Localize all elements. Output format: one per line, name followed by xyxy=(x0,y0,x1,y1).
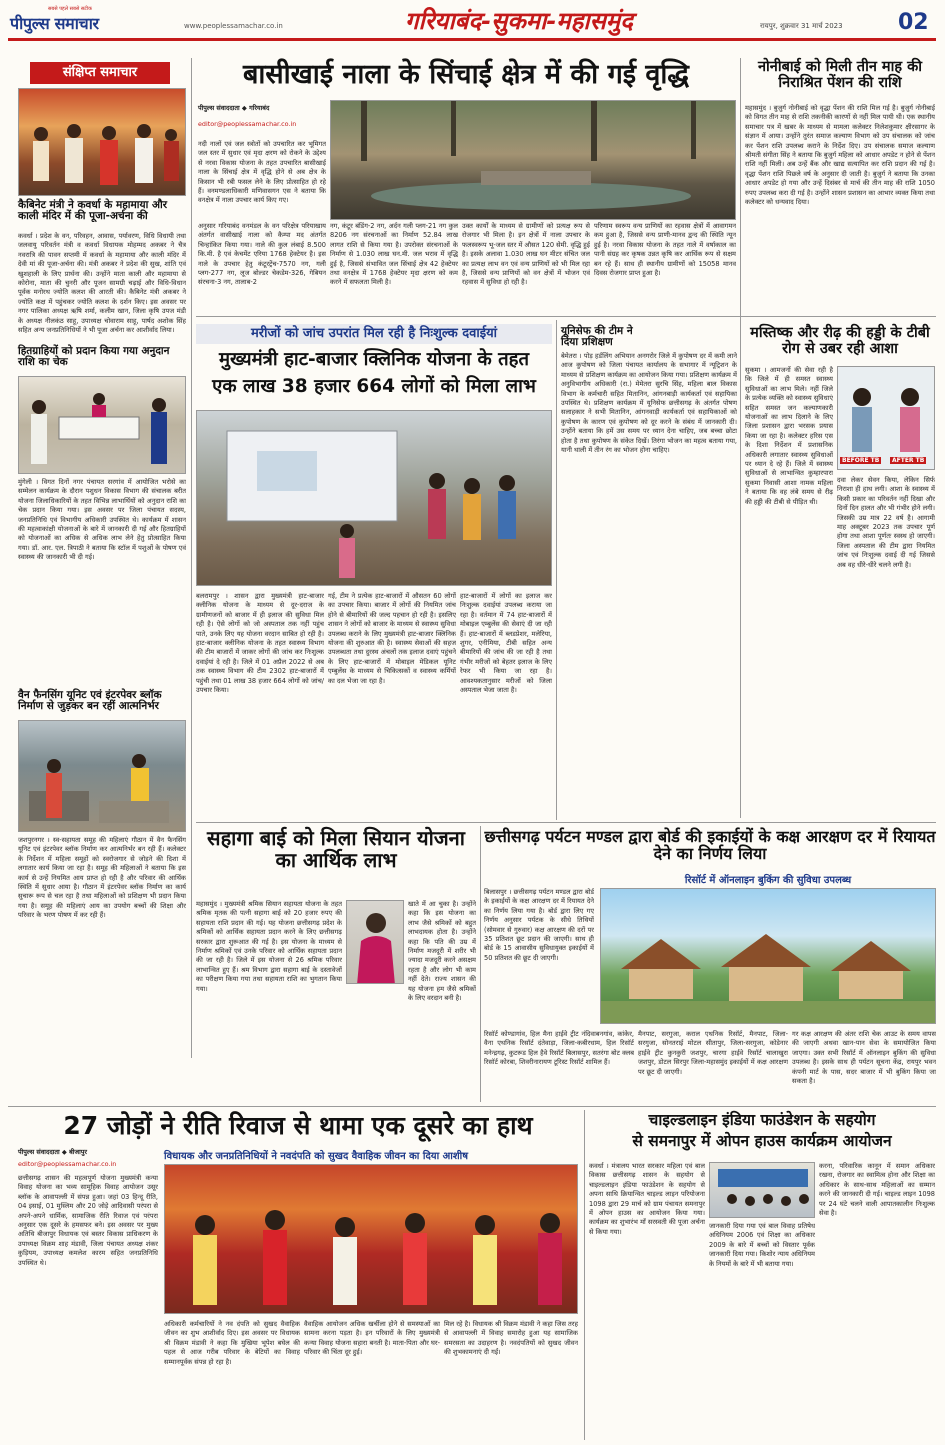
divider-left xyxy=(191,58,192,1058)
childline-body-3: करना, परिवारिक कानून में समान अधिकार रखना, रोजगार का स्वामित्व होना और शिक्षा का अधिकार के साथ-साथ महिलाओं का सम्मान करने की जानकारी दी गई। चाइल्ड लाइन 1098 पर 24 घंटे चलने वाली आपातकालीन निःशुल्क सेवा है। xyxy=(819,1162,935,1218)
stream-photo-trees xyxy=(331,101,736,220)
irrigation-headline: बासीखाई नाला के सिंचाई क्षेत्र में की गई वृद्धि xyxy=(242,59,690,90)
pension-headline: नोनीबाई को मिली तीन माह की निराश्रित पेंशन की राशि xyxy=(758,59,922,91)
pension-body: महासमुंद । बुजुर्ग नोनीबाई को वृद्धा पेंशन की राशि मिल गई है। बुजुर्ग नोनीबाई को विगत तीन माह से राशि तकनीकी कारणों से नहीं मिल पायी थी। एक स्थानीय समाचार पत्र में खबर के माध्यम से मामला कलेक्टर निलेशकुमार क्षीरसागर के संज्ञान में आया। उन्होंने तुरंत समाज कल्याण विभाग को उप संचालक को जांच कर पेंशन राशि उपलब्ध कराने के निर्देश दिए। उप संचालक समाज कल्याण श्रीमती संगीता सिंह ने बताया कि बुजुर्ग महिला को आधार अपडेट न होने से पेंशन राशि नहीं मिली। अब उन्हें बैंक और खाद्य सत्यापित कर राशि प्रदान की गई है। वृद्धा पेंशन राशि पिछले वर्ष के अनुसार दी जाती है। बुजुर्ग ने बताया कि उनका आधार अपडेट हो गया और उन्हें दिसंबर से मार्च की तीन माह की राशि 1050 रुपए उपलब्ध करा दी गई है। उन्होंने शासन प्रशासन का आभार व्यक्त किया तथा कलेक्टर को धन्यवाद दिया। xyxy=(745,104,935,207)
unicef-headline: यूनिसेफ की टीम ने दिया प्रशिक्षण xyxy=(561,325,633,349)
tourism-headline: छत्तीसगढ़ पर्यटन मण्डल द्वारा बोर्ड की इकाईयों के कक्ष आरक्षण दर में रियायत देने का निर्णय लिया xyxy=(484,827,936,864)
brief-section-title: संक्षिप्त समाचार xyxy=(30,62,170,84)
wedding-headline: 27 जोड़ों ने रीति रिवाज से थामा एक दूसरे का हाथ xyxy=(63,1111,533,1140)
irrigation-byline: पीपुल्स संवाददाता ◆ गरियाबंद xyxy=(198,104,270,112)
irrigation-body-4: उक्त कार्यों के माध्यम से ग्रामीणों को प्रत्यक्ष रूप से रोजगार भी मिला है। इन क्षेत्रों में नाला उपचार के फलस्वरूप भू-जल स्तर में औसत 120 सेमी. वृद्धि हुई है। इसके अलावा 1.030 लाख घन मीटर संचित जल का प्रत्यक्ष लाभ वन एवं वन्य प्राणियों को भी मिल रहा है, जिससे वन्य प्राणियों को वन क्षेत्रों में भोजन एवं रहवास में सुविधा हो रही है। xyxy=(462,222,590,287)
tourism-body-3: मैनपाट, सरगुजा, कराल एथनिक रिसॉर्ट, मैनपाट, जिला-सरगुजा, सोनतराई मोटल सीतापुर, जिला-सरगुजा, कोडेनार हाईवे ट्रीट कुनकुरी जशपुर, चारगा हाईवे रिसॉर्ट चालाखुरा जशपुर, डोटल सिरपुर जिला-महासमुंद इकाईयों में कक्ष आरक्षण पर छूट दी जाएगी। xyxy=(638,1030,788,1076)
brief3-body: जशपुरनगर । स्व-सहायता समूह की महिलाएं गौठान में वैन फैनसिंग यूनिट एवं इंटरपेवर ब्लॉक निर्माण कर आत्मनिर्भर बन रही हैं। कलेक्टर के निर्देशन में महिला समूहों को स्वरोजगार से जोड़ने की दिशा में लगातार कार्य किया जा रहा है। समूह की महिलाओं ने बताया कि इस कार्य से उन्हें नियमित आय प्राप्त हो रही है और परिवार की आर्थिक स्थिति में सुधार आया है। गौठान में इंटरपेवर ब्लॉक निर्माण का कार्य सुचारू रूप से चल रहा है तथा महिलाओं को प्रशिक्षण भी प्रदान किया गया है। समूह की महिलाएं आय का उपयोग बच्चों की शिक्षा और परिवार के भरण पोषण में कर रही हैं। xyxy=(18,836,186,920)
tourism-photo-resort xyxy=(600,888,936,1024)
masthead-logo xyxy=(10,6,170,32)
tb-after-label: AFTER TB xyxy=(892,457,925,464)
cheque-photo-figures xyxy=(19,377,186,474)
haat-photo-clinic xyxy=(196,410,552,586)
tb-headline: मस्तिष्क और रीढ़ की हड्डी के टीबी रोग से उबर रही आशा xyxy=(750,325,930,357)
divider-right xyxy=(740,58,741,818)
wedding-byline-author: पीपुल्स संवाददाता xyxy=(18,1148,60,1156)
childline-body-2: जानकारी दिया गया एवं बाल विवाह प्रतिषेध अधिनियम 2006 एवं शिक्षा का अधिकार 2009 के बारे में बच्चों को विस्तार पूर्वक जानकारी दिया गया। किशोर न्याय अधिनियम के नियमों के बारे में भी बताया गया। xyxy=(709,1222,815,1268)
divider-sahaga xyxy=(480,826,481,1102)
childline-headline-1: चाइल्डलाइन इंडिया फाउंडेशन के सहयोग xyxy=(648,1111,876,1129)
wedding-email xyxy=(18,1160,158,1169)
haat-headline-1: मुख्यमंत्री हाट-बाजार क्लिनिक योजना के तहत xyxy=(218,349,530,370)
tb-photo-figures xyxy=(838,367,935,470)
brief-photo-cheque xyxy=(18,376,186,474)
irrigation-byline-author: पीपुल्स संवाददाता xyxy=(198,104,240,112)
divider-row3 xyxy=(8,1106,936,1107)
tb-photo xyxy=(837,366,935,470)
unicef-body: बेमेतरा । पोड़ हर्डलिंग अभियान अनगरोर जिले में कुपोषण दर में कमी लाने आज कुपोषण को जिला पंचायत कार्यालय के सभागार में न्यूट्रिशन के माध्यम से प्रशिक्षण कार्यक्रम का आयोजन किया गया। प्रशिक्षण कार्यक्रम में अनुविभागीय अधिकारी (रा.) मेमेतरा सुरचि सिंह, महिला बाल विकास विभाग के कर्मचारी सहित मितानिन, आंगनबाड़ी कार्यकर्ता एवं सहायिका उपस्थित थे। प्रशिक्षण कार्यक्रम में यूनिसेफ छत्तीसगढ़ के अंतर्गत पोषण सलाहकार ने सभी मितानिन, आंगनवाड़ी कार्यकर्ता एवं सहायिकाओं को कुपोषण के कारण एवं कुपोषण को दूर करने के संबंध में जानकारी दी। उन्होंने बताया कि हमें उस समय पर ध्यान देना चाहिए, जब बच्चा छोटा होता है तथा कुपोषण के संकेत दिखें। तिरंगा भोजन का महत्व बताया गया, यानी थाली में तीन रंग का भोजन होना चाहिए। xyxy=(561,352,737,455)
paver-photo-figures xyxy=(19,721,186,832)
brief2-headline: हितग्राहियों को प्रदान किया गया अनुदान राशि का चेक xyxy=(18,345,170,369)
brief-photo-paver xyxy=(18,720,186,832)
childline-headline-2: से समनापुर में ओपन हाउस कार्यक्रम आयोजन xyxy=(632,1132,892,1150)
wedding-body-1: छत्तीसगढ़ शासन की महत्वपूर्ण योजना मुख्यमंत्री कन्या विवाह योजना का भव्य सामूहिक विवाह आयोजन उसूर ब्लॉक के आवापल्ली में संपन्न हुआ। जहां 03 हिन्दू रीति, 04 इसाई, 01 मुस्लिम और 20 जोड़े आदिवासी परंपरा से अपने-अपने धार्मिक, सामाजिक रीति रिवाज एवं परंपरा अनुसार एक दूसरे के हमसफर बने। इस अवसर पर मुख्य अतिथि बीजापुर विधायक एवं बस्तर विकास प्राधिकरण के उपाध्यक्ष विक्रम शाह मंडावी, जिला पंचायत अध्यक्ष शंकर कुड़ियम, उपाध्यक्ष कमलेश कारम सहित जनप्रतिनिधि उपस्थित थे। xyxy=(18,1174,158,1267)
irrigation-byline-place: गरियाबंद xyxy=(249,104,270,112)
childline-photo-figures xyxy=(710,1163,815,1218)
haat-body-3: हाट-बाजारों में लोगों का इलाज कर निःशुल्क दवाईयां उपलब्ध कराया जा रहा है। वर्तमान में 74 हाट-बाजारों में मोबाइल एम्बुलेंस की सेवाएं दी जा रही हैं। हाट-बाजारों में ब्लडप्रेशर, मलेरिया, शुगर, एनीमिया, टीबी सहित अन्य बीमारियों की जांच की जा रही है तथा गंभीर मरीजों को बेहतर इलाज के लिए रेफर भी किया जा रहा है। आवश्यकतानुसार मरीजों को जिला अस्पताल भेजा जाता है। xyxy=(460,592,552,695)
tourism-body-4: गर कक्ष आरक्षण की अंतर राशि चेक आउट के समय वापस की जाएगी अथवा खान-पान सेवा के समायोजित किया जाएगा। उक्त सभी रिसॉर्ट में ऑनलाइन बुकिंग की सुविधा उपलब्ध है। इसके साथ ही पर्यटन सूचना केंद्र, रायपुर भवन कंपनी मार्ट के पास, सदर बाजार में भी बुकिंग किया जा सकता है। xyxy=(792,1030,936,1086)
haat-body-1: बलरामपुर । शासन द्वारा मुख्यमंत्री हाट-बाजार क्लीनिक योजना के माध्यम से दूर-दराज के ग्रामीणजनों को बाजार में ही इलाज की सुविधा मिल रही है। ऐसे लोगों को जो अस्पताल तक नहीं पहुंच पाते, उनके लिए यह योजना वरदान साबित हो रही है। हाट-बाजार क्लीनिक योजना के तहत स्वास्थ्य विभाग की टीम बाजारों में जाकर लोगों की जांच कर निःशुल्क दवाईयां दे रही है। जिले में 01 अप्रैल 2022 से अब तक स्वास्थ्य विभाग की टीम 2302 हाट-बाजारों में पहुंची तथा 01 लाख 38 हजार 664 लोगों को जांच/उपचार किया। xyxy=(196,592,324,695)
sahaga-photo-figure xyxy=(347,901,404,984)
haat-body-2: गई, टीम ने प्रत्येक हाट-बाजारों में औसतन 60 लोगों का उपचार किया। बाजार में लोगों की नियमित जांच होने से बीमारियों की जल्द पहचान हो रही है। इसलिए शासन ने लोगों को बाजार के माध्यम से स्वास्थ्य सुविधा उपलब्ध कराने के लिए मुख्यमंत्री हाट-बाजार क्लिनिक योजना की शुरुआत की है। स्वास्थ्य सेवाओं की सहज उपलब्धता तथा दुरस्थ अंचलों तक इलाज दवाएं पहुंचने के लिए हाट-बाजारों में मोबाइल मेडिकल यूनिट एम्बुलेंस के माध्यम से चिकित्सकों व स्वास्थ्य कर्मियों का दल भेजा जा रहा है। xyxy=(328,592,456,685)
wedding-body-3: वैवाहिक आयोजन अधिक खर्चीला होने से समस्याओं का सामना करना पड़ता है। इन परिवारों के लिए मुख्यमंत्री कन्या विवाह योजना सहारा बनती है। माता-पिता और घर-परिवार की चिंता दूर हुई। xyxy=(304,1320,440,1357)
wedding-photo-figures xyxy=(165,1165,578,1314)
logo-text: पीपुल्स समाचार xyxy=(10,14,99,33)
tourism-body-1: बिलासपुर । छत्तीसगढ़ पर्यटन मण्डल द्वारा बोर्ड के इकाईयों के कक्ष आरक्षण दर में रियायत देने का निर्णय लिया गया है। बोर्ड द्वारा लिए गए निर्णय अनुसार पर्यटक के सीधे तिथियों (सोमवार से गुरुवार) कक्ष आरक्षण की दरों पर 35 प्रतिशत छूट प्रदान की जाएगी। साथ ही बोर्ड के 15 आवासीय सुविधायुक्त इकाईयों में 50 प्रतिशत की छूट दी जाएगी। xyxy=(484,888,594,962)
brief2-body: मुंगेली । विगत दिनों नगर पंचायत सरगांव में आयोजित भरोसे का सम्मेलन कार्यक्रम के दौरान पशुधन विकास विभाग की संचालक बरीत योजना जिलाधिकारियों के तहत विभिन्न लाभार्थियों को अनुदान राशि का चेक प्रदान किया गया। इस अवसर पर जिला पंचायत सदस्य, जनप्रतिनिधि एवं विभागीय अधिकारी उपस्थित थे। कार्यक्रम में शासन की महत्वाकांक्षी योजनाओं के बारे में जानकारी दी गई और हितग्राहियों को योजनाओं का अधिक से अधिक लाभ लेने हेतु प्रोत्साहित किया गया। डॉ. आर. एल. त्रिपाठी ने बताया कि स्टॉल में पशुओं के पोषण एवं स्वास्थ्य की जानकारी भी दी गई। xyxy=(18,478,186,562)
wedding-body-2: अधिकारी कर्मचारियों ने नव दंपति को सुखद वैवाहिक जीवन का शुभ आशीर्वाद दिए। इस अवसर पर विधायक श्री विक्रम मंडावी ने कहा कि मुखिया भूपेश बघेल की पहल से आज गरीब परिवार के बेटियों का विवाह सम्मानपूर्वक संपन्न हो रहा है। xyxy=(164,1320,300,1366)
irrigation-body-5: परिणाम स्वरूप वन्य प्राणियों का रहवास क्षेत्रों में आवागमन कम हुआ है, जिससे वन्य प्राणी-मानव द्वन्द की स्थिति न्यून हुई है। नरवा विकास योजना के तहत नाले में वर्षाकाल का पानी संग्रह कर कृषक उन्नत कृषि कर आर्थिक रूप से सक्षम बन रहे हैं। साथ ही स्थानीय ग्रामीणों को 15058 मानव दिवस रोजगार प्राप्त हुआ है। xyxy=(594,222,736,278)
irrigation-body-2: अनुसार गरियाबंद वनमंडल के वन परिक्षेत्र परियाखाय अंतर्गत वासीखाई नाला को कैम्पा मद अंतर्गत चिन्हांकित किया गया। नाले की कुल लंबाई 8.500 कि.मी. है एवं केचमेंट एरिया 1768 हेक्टेयर है। इस नाले के उपचार हेतु कंटूरट्रेंच-7570 नग, गली प्लग-277 नग, लूज बोल्डर चेकडेम-326, गेबियन संरचना-3 नग, तालाब-2 xyxy=(198,222,326,287)
wedding-email-text: editor@peoplessamachar.co.in xyxy=(18,1160,117,1168)
clinic-photo-figures xyxy=(197,411,552,586)
haat-kicker: मरीजों को जांच उपरांत मिल रही है निःशुल्क दवाईयां xyxy=(196,324,552,344)
wedding-byline: पीपुल्स संवाददाता ◆ बीजापुर xyxy=(18,1148,88,1156)
temple-photo-figures xyxy=(19,89,186,196)
tourism-kicker: रिसॉर्ट में ऑनलाइन बुकिंग की सुविधा उपलब्ध xyxy=(684,875,852,886)
sahaga-headline: सहागा बाई को मिला सियान योजना का आर्थिक लाभ xyxy=(207,826,465,872)
masthead-rule xyxy=(8,38,936,41)
brief1-headline: कैबिनेट मंत्री ने कवर्धा के महामाया और काली मंदिर में की पूजा-अर्चना की xyxy=(18,199,168,223)
tb-before-label: BEFORE TB xyxy=(842,457,880,464)
wedding-body-4: मिल रहे है। विधायक श्री विक्रम मंडावी ने कहा जिस तरह से आवापल्ली में विवाह समारोह हुआ यह सामाजिक समरसता का उदाहरण है। नवदंपतियों को सुखद जीवन की शुभकामनाएं दी गईं। xyxy=(444,1320,578,1357)
sahaga-photo xyxy=(346,900,404,984)
irrigation-photo-stream xyxy=(330,100,736,220)
divider-row1 xyxy=(196,316,936,317)
divider-mid xyxy=(556,320,557,820)
logo-tagline: सबसे पहले सबसे सटीक xyxy=(48,6,92,12)
dateline: रायपुर, शुक्रवार 31 मार्च 2023 xyxy=(760,22,843,30)
sahaga-body-2: खाते में आ चुका है। उन्होंने कहा कि इस योजना का लाभ जैसे श्रमिकों को बहुत लाभदायक होता है। उन्होंने कहा कि पति की उम्र में निर्माण मजदूरी में शरीर भी ज्यादा मजदूरी करने असक्षम रहता है और लोग भी काम नहीं देते। राज्य शासन की यह योजना हम जैसे श्रमिकों के लिए वरदान बनी है। xyxy=(408,900,476,1003)
haat-headline-2: एक लाख 38 हजार 664 लोगों को मिला लाभ xyxy=(212,376,536,397)
wedding-photo xyxy=(164,1164,578,1314)
divider-row2 xyxy=(196,822,936,823)
brief-photo-temple xyxy=(18,88,186,196)
irrigation-email xyxy=(198,120,326,129)
divider-bottom xyxy=(584,1110,585,1440)
irrigation-email-text: editor@peoplessamachar.co.in xyxy=(198,120,297,128)
sahaga-body: महासमुंद । मुख्यमंत्री श्रमिक सियान सहायता योजना के तहत श्रमिक मृतक की पत्नी सहागा बाई को 20 हजार रुपए की सहायता राशि प्रदान की गई। यह योजना छत्तीसगढ़ प्रदेश के श्रमिकों को आर्थिक सहायता प्रदान करने के लिए छत्तीसगढ़ सरकार द्वारा शुरूआत की गई है। इस योजना के माध्यम से निर्माण श्रमिकों एवं उनके परिवार को आर्थिक सहायता प्रदान की जा रही है। जिले में इस योजना से 26 श्रमिक परिवार लाभान्वित हुए हैं। श्रम विभाग द्वारा सहागा बाई के दस्तावेजों का परीक्षण किया गया तथा सहायता राशि का भुगतान किया गया। xyxy=(196,900,342,993)
tb-body-2: दवा लेकर सेवन किया, लेकिन सिर्फ निराशा ही हाथ लगी। आशा के स्वास्थ्य में किसी प्रकार का परिवर्तन नहीं दिखा और दिनों दिन हालत और भी गंभीर होने लगी। जिसकी उम्र मात्र 22 वर्ष है। आगामी माह अक्टूबर 2023 तक उपचार पूर्ण होगा तथा आशा पूर्णतः स्वस्थ हो जाएगी। जिला अस्पताल की टीम द्वारा नियमित जांच एवं निःशुल्क दवाई दी गई जिससे अब वह धीरे-धीरे चलने लगी है। xyxy=(837,476,935,569)
brief1-body: कवर्धा । प्रदेश के वन, परिवहन, आवास, पर्यावरण, विधि विधायी तथा जलवायु परिवर्तन मंत्री व कवर्धा विधायक मोहम्मद अकबर ने चैत्र नवरात्रि की पावन सप्तमी में कवर्धा के महामाया और काली मंदिर में देवी मां की पूजा-अर्चना की। मंत्री अकबर ने प्रदेश की सुख, शांति एवं खुशहाली के लिए प्रार्थना की। उन्होंने माता काली और महामाया से कोरोना, माता की चुनरी और पूजन सामग्री चढ़ाई और विधि-विधान पूर्वक मनोरथ ज्योति कलश की आरती की। कैबिनेट मंत्री अकबर ने ज्योति कक्ष में पहुंचकर ज्योति कलश के दर्शन किए। इस अवसर पर नगर पालिका अध्यक्ष ऋषि शर्मा, कलीम खान, जिला कृषि उपज मंडी के अध्यक्ष नीलकंठ साहू, उपाध्यक्ष चोवाराम साहू, पार्षद अशोक सिंह सहित अन्य जनप्रतिनिधियों ने भी पूजा अर्चना कर आशीर्वाद लिया। xyxy=(18,232,186,335)
irrigation-body-1: नदी नालों एवं जल स्त्रोतों को उपचारित कर भूमिगत जल स्तर में सुधार एवं मृदा क्षरण को रोकने के उद्देश्य से नरवा विकास योजना के तहत उपचारित बासीखाई नाला के सिंचाई क्षेत्र में वृद्धि होने से अब क्षेत्र के किसान भी रबी फसल लेने के लिए प्रोत्साहित हो रहे हैं। वनमण्डलाधिकारी मणिवासगन एस ने बताया कि वनक्षेत्र में नाला उपचार कार्य किए गए। xyxy=(198,140,326,205)
resort-photo-cottages xyxy=(601,889,936,1024)
tb-body-1: सुकमा । आमजनों की सेवा रही है कि जिले में ही समस्त स्वास्थ्य सुविधाओं का लाभ मिले। नहीं जिले के प्रत्येक व्यक्ति को स्वास्थ्य सुविधाएं सहित समस्त जन कल्याणकारी योजनाओं का लाभ दिलाने के लिए जिला प्रशासन द्वारा भरसक प्रयास किया जा रहा है। कलेक्टर हरिस एस के दिशा निर्देशन में प्रशासनिक अधिकारी लगातार स्वास्थ्य सुविधाओं पर ध्यान दे रहे हैं। जिले में स्वास्थ्य सुविधाओं से लाभान्वित कुम्हारपारा सुकमा निवासी आशा नामक महिला ने बताया कि वह लंबे समय से रीढ़ की हड्डी की टीबी से पीड़ित थी। xyxy=(745,366,833,506)
page-number: 02 xyxy=(898,10,929,35)
tourism-body-2: रिसॉर्ट कोण्डागांव, हिल मैना हाईवे ट्रीट नंदिवाबनगांव, कांकेर, वैना एथनिक रिसॉर्ट दंतेवाड़ा, जिला-कबीरधाम, हिल रिसॉर्ट मनेन्द्रगढ़, कुटरूड हिल हैवे रिसॉर्ट बिलासपुर, सतरंगा बोट क्लब रिसॉर्ट कोरबा, शिवरीनारायण टूरिस्ट रिसॉर्ट शामिल हैं। xyxy=(484,1030,634,1067)
website-url: www.peoplessamachar.co.in xyxy=(184,22,283,30)
edition-name: गरियाबंद-सुकमा-महासमुंद xyxy=(405,7,633,35)
childline-photo xyxy=(709,1162,815,1218)
brief3-headline: वैन फैनसिंग यूनिट एवं इंटरपेवर ब्लॉक निर्माण से जुड़कर बन रहीं आत्मनिर्भर xyxy=(18,689,162,713)
wedding-byline-place: बीजापुर xyxy=(69,1148,88,1156)
irrigation-body-3: नग, कंटूर बंडिंग-2 नग, अर्दन गली प्लग-21 नग कुल 8206 नग संरचनाओं का निर्माण 52.84 लाख लागत राशि से किया गया है। उपरोक्त संरचनाओं के निर्माण से 1.030 लाख घन.मी. जल भराव में वृद्धि हुई है, जिससे संभावित जल सिंचाई क्षेत्र 42 हेक्टेयर तथा वनक्षेत्र में 1768 हेक्टेयर मृदा क्षरण को कम करने में सफलता मिली है। xyxy=(330,222,458,287)
masthead xyxy=(0,0,945,46)
childline-body-1: कवर्धा । मंत्रालय भारत सरकार महिला एवं बाल विकास छत्तीसगढ़ शासन के सहयोग से चाइल्डलाइन इंडिया फाउंडेशन के सहयोग से अपना साथि क्रियान्वित चाइल्ड लाइन परियोजना 1098 द्वारा 29 मार्च को ग्राम पंचायत समनापुर में ओपन हाउस का आयोजन किया गया। कार्यक्रम का शुभारंभ माँ सरस्वती की पूजा अर्चना से किया गया। xyxy=(589,1162,705,1236)
wedding-kicker: विधायक और जनप्रतिनिधियों ने नवदंपति को सुखद वैवाहिक जीवन का दिया आशीष xyxy=(164,1151,469,1162)
